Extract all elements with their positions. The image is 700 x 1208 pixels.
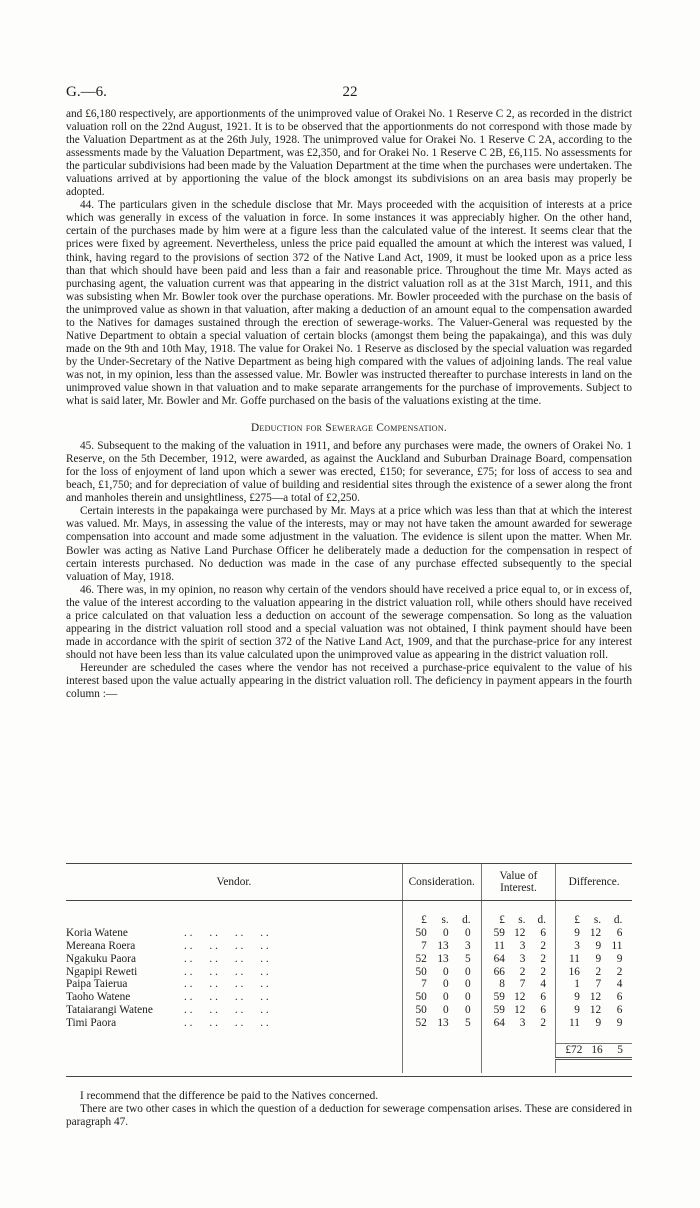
dot-leaders: . . . . . . . . (184, 939, 269, 952)
amount-pounds: 9 (574, 991, 580, 1004)
total-shillings: 16 (591, 1043, 603, 1056)
table-row (66, 940, 632, 953)
paragraph: 44. The particulars given in the schedule disclose that Mr. Mays proceeded with the acquisition of interests at a price which was generally in excess of the valuation in force. In some instances it was appreciably higher. On the other hand, certain of the purchases made by him were at a figure less than the calculated value of the interest. It seems clear that the prices were fixed by agreement. Nevertheless, unless the price paid equalled the amount at which the interest was valued, I think, having regard to the provisions of section 372 of the Native Land Act, 1909, it must be looked upon as a price less than that which should have been paid and less than a fair and reasonable price. Throughout the time Mr. Mays acted as purchasing agent, the valuation current was that appearing in the district valuation roll as at the 31st March, 1911, and this was subsisting when Mr. Bowler took over the purchase operations. Mr. Bowler proceeded with the purchase on the basis of the unimproved value as shown in that valuation, after making a deduction of an amount equal to the compensation awarded to the Natives for damages sustained through the erection of sewerage-works. The Valuer-General was requested by the Native Department to obtain a special valuation of certain blocks (amongst them being the papakainga), and this was duly made on the 9th and 10th May, 1918. The value for Orakei No. 1 Reserve as disclosed by the special valuation was regarded by the Under-Secretary of the Native Department as being high compared with the values of adjoining lands. The real value was not, in my opinion, less than the assessed value. Mr. Bowler was instructed thereafter to purchase interests in land on the unimproved value shown in that valuation and to make separate arrangements for the purchase of improvements. Subject to what is said later, Mr. Bowler and Mr. Goffe purchased on the basis of the valuations existing at the time. (66, 199, 632, 408)
paragraph: 45. Subsequent to the making of the valuation in 1911, and before any purchases were made, the owners of Orakei No. 1 Reserve, on the 5th December, 1912, were awarded, as against the Auckland and Suburban Drainage Board, compensation for the loss of enjoyment of land upon which a sewer was erected, £150; for severance, £75; for loss of access to sea and beach, £1,750; and for depreciation of value of building and residential sites through the existence of a sewer along the front and manholes therein and unsightliness, £275—a total of £2,250. (66, 440, 632, 505)
dot-leaders: . . . . . . . . (184, 991, 269, 1004)
amount-pounds: 50 (415, 926, 427, 939)
paragraph: and £6,180 respectively, are apportionments of the unimproved value of Orakei No. 1 Reserve C 2, as recorded in the district valuation roll on the 22nd August, 1921. It is to be observed that the apportionments do not correspond with those made by the Valuation Department as at the 26th July, 1928. The unimproved value for Orakei No. 1 Reserve C 2A, according to the assessments made by the Valuation Department, was £2,350, and for Orakei No. 1 Reserve C 2B, £6,115. No assessments for the particular subdivisions had been made by the Valuation Department at the time when the purchases were undertaken. The valuations arrived at by apportioning the value of the block amongst its subdivisions on an area basis may properly be adopted. (66, 108, 632, 199)
amount-shillings: 0 (443, 926, 449, 939)
table-row (66, 1017, 632, 1030)
amount-pounds: 7 (421, 978, 427, 991)
table-row (66, 927, 632, 940)
units-row (66, 914, 632, 927)
amount-pence: 11 (611, 939, 623, 952)
table-row (66, 991, 632, 1004)
amount-pounds: 66 (493, 965, 505, 978)
table-header-row (66, 864, 632, 901)
amount-shillings: 9 (595, 939, 602, 952)
amount-pence: 6 (616, 991, 623, 1004)
amount-pounds: 52 (415, 1017, 427, 1030)
dot-leaders: . . . . . . . . (184, 978, 269, 991)
paragraph: Hereunder are scheduled the cases where the vendor has not received a purchase-price equivalent to the value of his interest based upon the value actually appearing in the district valuation roll. The deficiency in payment appears in the fourth column :— (66, 661, 632, 701)
paragraph: There are two other cases in which the question of a deduction for sewerage compensation arises. These are considered in paragraph 47. (66, 1103, 632, 1129)
amount-pence: 0 (464, 965, 471, 978)
total-pounds: £72 (565, 1043, 583, 1056)
amount-shillings: 2 (519, 965, 526, 978)
deficiency-table (66, 863, 632, 1073)
amount-pence: 9 (616, 952, 623, 965)
amount-pence: 2 (540, 952, 546, 965)
amount-shillings: 12 (514, 991, 526, 1004)
amount-pounds: 59 (493, 926, 505, 939)
amount-pounds: 59 (493, 1004, 505, 1017)
amount-pounds: 64 (493, 1017, 505, 1030)
amount-pence: 4 (540, 978, 546, 991)
amount-pounds: 9 (574, 1004, 580, 1017)
column-header-difference: Difference. (556, 864, 632, 901)
amount-pence: 2 (540, 1017, 546, 1030)
amount-pounds: 50 (415, 1004, 427, 1017)
amount-shillings: 12 (514, 1004, 526, 1017)
page-header (66, 84, 634, 104)
paragraph: I recommend that the difference be paid to the Natives concerned. (80, 1090, 379, 1102)
amount-pence: 5 (464, 1017, 471, 1030)
amount-pence: 2 (540, 939, 546, 952)
vendor-name: Tataiarangi Watene (66, 1004, 153, 1017)
amount-pounds: 50 (415, 965, 427, 978)
amount-pence: 2 (540, 965, 546, 978)
unit-pounds: £ (499, 913, 505, 926)
table-bottom-rule (66, 1076, 632, 1077)
amount-pence: 6 (616, 1004, 623, 1017)
page-number: 22 (342, 84, 358, 100)
amount-pounds: 9 (574, 926, 580, 939)
amount-shillings: 7 (519, 978, 526, 991)
dot-leaders: . . . . . . . . (184, 952, 269, 965)
unit-pence: d. (462, 913, 471, 926)
amount-pence: 9 (616, 1017, 623, 1030)
section-heading: Deduction for Sewerage Compensation. (250, 422, 448, 435)
vendor-name: Taoho Watene (66, 991, 131, 1004)
dot-leaders: . . . . . . . . (184, 965, 269, 978)
vendor-name: Koria Watene (66, 926, 128, 939)
amount-shillings: 3 (519, 952, 526, 965)
unit-pence: d. (537, 913, 546, 926)
paragraph: Certain interests in the papakainga were purchased by Mr. Mays at a price which was less than that at which the interest was valued. Mr. Mays, in assessing the value of the interests, may or may not have taken the amount awarded for sewerage compensation into account and made some adjustment in the valuation. The evidence is silent upon the matter. When Mr. Bowler was acting as Native Land Purchase Officer he deliberately made a deduction for the compensation in respect of certain interests purchased. No deduction was made in the case of any purchase effected subsequently to the special valuation of May, 1918. (66, 505, 632, 583)
vendor-name: Mereana Roera (66, 939, 136, 952)
amount-pence: 6 (540, 926, 546, 939)
table-row (66, 953, 632, 966)
amount-pence: 4 (616, 978, 623, 991)
amount-shillings: 0 (443, 991, 449, 1004)
unit-shillings: s. (441, 913, 449, 926)
unit-shillings: s. (518, 913, 526, 926)
document-reference: G.—6. (66, 84, 107, 100)
amount-pence: 0 (464, 978, 471, 991)
amount-shillings: 0 (443, 965, 449, 978)
total-row (66, 1043, 632, 1058)
amount-shillings: 12 (514, 926, 526, 939)
amount-shillings: 12 (589, 1004, 602, 1017)
unit-pence: d. (613, 913, 623, 926)
column-header-value: Value of Interest. (481, 864, 556, 901)
amount-pounds: 50 (415, 991, 427, 1004)
amount-pence: 6 (540, 991, 546, 1004)
table-row (66, 978, 632, 991)
column-header-consideration: Consideration. (402, 864, 481, 901)
table-row (66, 966, 632, 979)
amount-pence: 6 (540, 1004, 546, 1017)
amount-pence: 0 (464, 1004, 471, 1017)
dot-leaders: . . . . . . . . (184, 1017, 269, 1030)
amount-shillings: 9 (595, 1017, 602, 1030)
amount-shillings: 13 (437, 1017, 449, 1030)
vendor-name: Ngapipi Reweti (66, 965, 138, 978)
vendor-name: Paipa Taierua (66, 978, 128, 991)
amount-pence: 0 (464, 991, 471, 1004)
amount-pounds: 11 (569, 1017, 580, 1030)
amount-pounds: 11 (493, 939, 505, 952)
amount-shillings: 7 (595, 978, 602, 991)
amount-shillings: 12 (589, 926, 602, 939)
amount-shillings: 12 (589, 991, 602, 1004)
amount-pence: 5 (464, 952, 471, 965)
unit-pounds: £ (421, 913, 427, 926)
unit-pounds: £ (574, 913, 580, 926)
dot-leaders: . . . . . . . . (184, 1004, 269, 1017)
amount-pounds: 16 (568, 965, 580, 978)
amount-pounds: 7 (421, 939, 427, 952)
closing-text (66, 1090, 632, 1129)
amount-shillings: 0 (443, 978, 449, 991)
amount-shillings: 9 (595, 952, 602, 965)
table-row (66, 1004, 632, 1017)
amount-pounds: 1 (574, 978, 580, 991)
vendor-name: Timi Paora (66, 1017, 117, 1030)
amount-shillings: 2 (595, 965, 602, 978)
amount-pounds: 3 (574, 939, 580, 952)
column-header-vendor: Vendor. (66, 864, 402, 901)
amount-pounds: 52 (415, 952, 427, 965)
amount-pence: 0 (464, 926, 471, 939)
dot-leaders: . . . . . . . . (184, 926, 269, 939)
amount-shillings: 0 (443, 1004, 449, 1017)
amount-pounds: 11 (569, 952, 580, 965)
amount-shillings: 13 (437, 939, 449, 952)
amount-pounds: 59 (493, 991, 505, 1004)
amount-shillings: 3 (519, 939, 526, 952)
amount-pounds: 64 (493, 952, 505, 965)
total-pence: 5 (617, 1043, 623, 1056)
amount-pounds: 8 (499, 978, 505, 991)
vendor-name: Ngakuku Paora (66, 952, 136, 965)
amount-pence: 2 (616, 965, 623, 978)
paragraph: 46. There was, in my opinion, no reason why certain of the vendors should have received a price equal to, or in excess of, the value of the interest according to the valuation appearing in the district valuation roll, while others should have received a price calculated on that valuation less a deduction on account of the sewerage compensation. So long as the valuation appearing in the district valuation roll stood and a special valuation was not obtained, I think payment should have been made in accordance with the spirit of section 372 of the Native Land Act, 1909, and that the purchase-price for any interest should not have been less than its value calculated upon the unimproved value as appearing in the district valuation roll. (66, 583, 632, 661)
amount-shillings: 13 (437, 952, 449, 965)
main-text (66, 108, 632, 701)
unit-shillings: s. (593, 913, 602, 926)
amount-pence: 6 (616, 926, 623, 939)
amount-shillings: 3 (519, 1017, 526, 1030)
amount-pence: 3 (464, 939, 471, 952)
